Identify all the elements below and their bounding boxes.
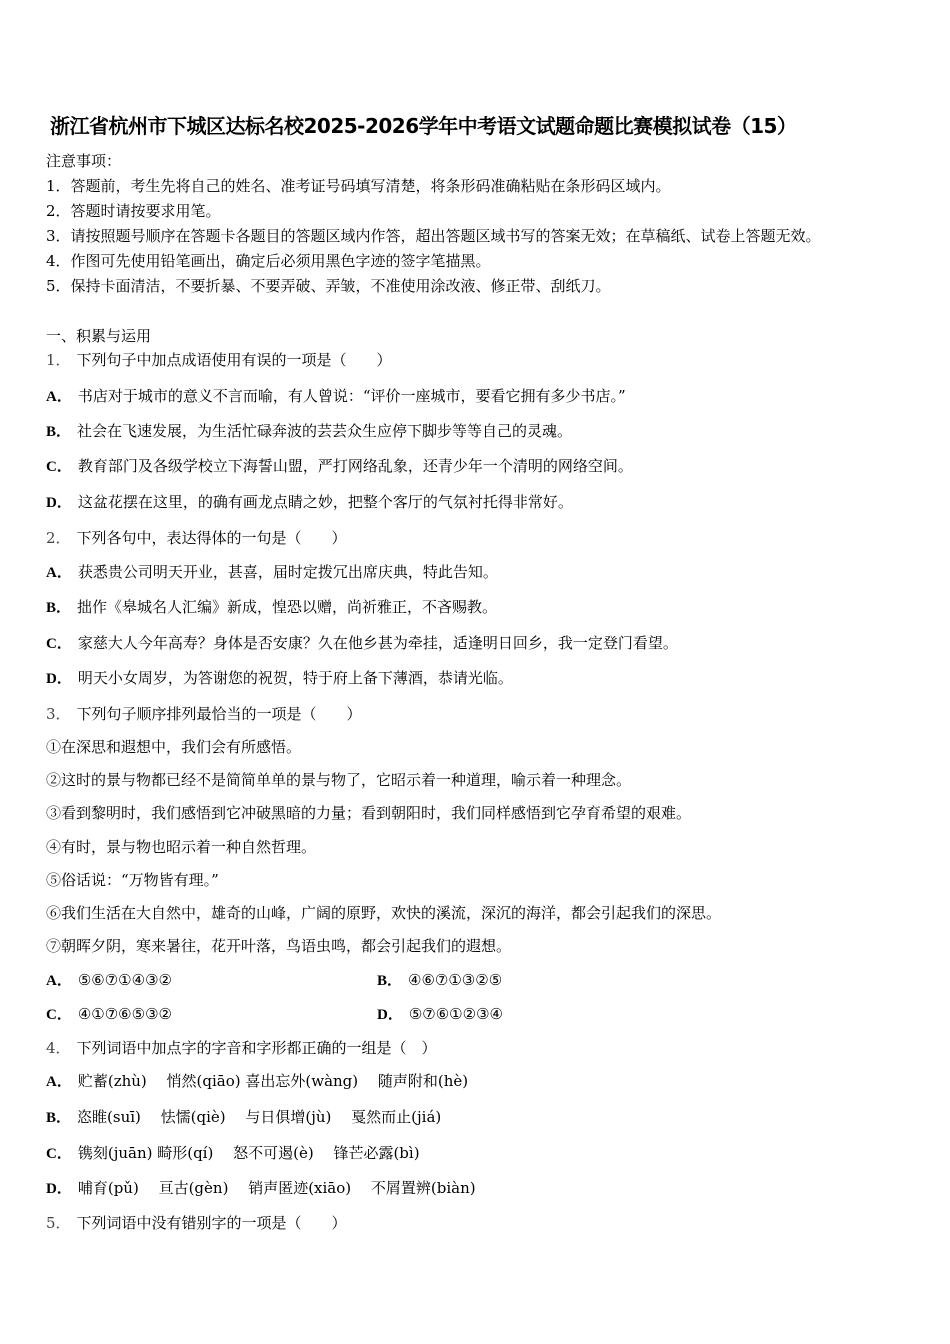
answer-option (46, 492, 573, 513)
answer-option (46, 1071, 468, 1092)
section-heading: 一、积累与运用 (46, 327, 152, 345)
option-letter: A． (46, 389, 72, 405)
sentence: ③看到黎明时，我们感悟到它冲破黑暗的力量；看到朝阳时，我们同样感悟到它孕育希望的艰难。 (46, 804, 692, 822)
option-text: ④①⑦⑥⑤③② (77, 1005, 172, 1023)
option-letter: C． (46, 1007, 72, 1023)
answer-option (46, 633, 678, 654)
option-letter: B． (377, 973, 403, 989)
sentence: ④有时，景与物也昭示着一种自然哲理。 (46, 838, 317, 856)
answer-option (46, 386, 626, 407)
notice-item: 5．保持卡面清洁，不要折暴、不要弄破、弄皱，不准使用涂改液、修正带、刮纸刀。 (46, 277, 611, 295)
answer-option (46, 1004, 172, 1025)
option-letter: B． (46, 1110, 72, 1126)
option-text: 书店对于城市的意义不言而喻，有人曾说：“评价一座城市，要看它拥有多少书店。” (77, 387, 626, 405)
question-text: 下列句子顺序排列最恰当的一项是（ ） (76, 705, 362, 723)
notice-heading: 注意事项： (46, 152, 122, 170)
answer-option (46, 421, 572, 442)
question-text: 下列词语中加点字的字音和字形都正确的一组是（ ） (76, 1039, 437, 1057)
option-text: 明天小女周岁，为答谢您的祝贺，特于府上备下薄酒，恭请光临。 (77, 669, 513, 687)
sentence: ⑥我们生活在大自然中，雄奇的山峰，广阔的原野，欢快的溪流，深沉的海洋，都会引起我们的深思。 (46, 904, 722, 922)
answer-option (46, 1107, 441, 1128)
question-stem (46, 1038, 437, 1058)
answer-option (46, 668, 513, 689)
page-title: 浙江省杭州市下城区达标名校2025-2026学年中考语文试题命题比赛模拟试卷（15） (50, 114, 797, 138)
notice-item: 2．答题时请按要求用笔。 (46, 202, 221, 220)
option-letter: A． (46, 973, 72, 989)
notice-item: 4．作图可先使用铅笔画出，确定后必须用黑色字迹的签字笔描黑。 (46, 252, 491, 270)
question-stem (46, 1213, 347, 1233)
option-text: 教育部门及各级学校立下海誓山盟，严打网络乱象，还青少年一个清明的网络空间。 (77, 457, 633, 475)
option-text: 社会在飞速发展，为生活忙碌奔波的芸芸众生应停下脚步等等自己的灵魂。 (77, 422, 573, 440)
option-letter: C． (46, 636, 72, 652)
notice-item: 1．答题前，考生先将自己的姓名、准考证号码填写清楚，将条形码准确粘贴在条形码区域内。 (46, 177, 671, 195)
notice-item: 3．请按照题号顺序在答题卡各题目的答题区域内作答，超出答题区域书写的答案无效；在草稿纸、试卷上答题无效。 (46, 227, 821, 245)
option-letter: A． (46, 1074, 72, 1090)
sentence: ①在深思和遐想中，我们会有所感悟。 (46, 738, 302, 756)
option-text: 镌刻(juān) 畸形(qí) 怒不可遏(è) 锋芒必露(bì) (77, 1144, 420, 1162)
option-letter: C． (46, 459, 72, 475)
answer-option (377, 970, 502, 991)
answer-option (46, 1143, 420, 1164)
sentence: ⑤俗话说：“万物皆有理。” (46, 871, 219, 889)
option-letter: B． (46, 424, 72, 440)
option-text: 拙作《皋城名人汇编》新成，惶恐以赠，尚祈雅正，不吝赐教。 (77, 598, 498, 616)
option-text: ⑤⑦⑥①②③④ (408, 1005, 503, 1023)
option-letter: D． (377, 1007, 403, 1023)
question-number: 1． (46, 351, 71, 369)
option-text: 获悉贵公司明天开业，甚喜，届时定拨冗出席庆典，特此告知。 (77, 563, 498, 581)
question-stem (46, 528, 347, 548)
answer-option (46, 1178, 476, 1199)
question-text: 下列句子中加点成语使用有误的一项是（ ） (76, 351, 392, 369)
option-text: 贮蓄(zhù) 悄然(qiāo) 喜出忘外(wàng) 随声附和(hè) (77, 1072, 469, 1090)
answer-option (377, 1004, 503, 1025)
option-letter: B． (46, 600, 72, 616)
sentence: ⑦朝晖夕阴，寒来暑往，花开叶落，鸟语虫鸣，都会引起我们的遐想。 (46, 937, 512, 955)
question-number: 4． (46, 1039, 71, 1057)
question-number: 3． (46, 705, 71, 723)
option-text: ④⑥⑦①③②⑤ (408, 971, 503, 989)
option-text: 哺育(pǔ) 亘古(gèn) 销声匿迹(xiāo) 不屑置辨(biàn) (77, 1179, 476, 1197)
question-number: 2． (46, 529, 71, 547)
answer-option (46, 597, 497, 618)
option-letter: D． (46, 495, 72, 511)
option-letter: D． (46, 1181, 72, 1197)
option-letter: D． (46, 671, 72, 687)
answer-option (46, 456, 633, 477)
question-text: 下列各句中，表达得体的一句是（ ） (76, 529, 347, 547)
answer-option (46, 562, 498, 583)
option-letter: C． (46, 1146, 72, 1162)
option-text: 家慈大人今年高寿？身体是否安康？久在他乡甚为牵挂，适逢明日回乡，我一定登门看望。 (77, 634, 678, 652)
question-number: 5． (46, 1214, 71, 1232)
answer-option (46, 970, 172, 991)
question-text: 下列词语中没有错别字的一项是（ ） (76, 1214, 347, 1232)
option-text: 这盆花摆在这里，的确有画龙点睛之妙，把整个客厅的气氛衬托得非常好。 (77, 493, 573, 511)
option-text: ⑤⑥⑦①④③② (77, 971, 172, 989)
sentence: ②这时的景与物都已经不是简简单单的景与物了，它昭示着一种道理，喻示着一种理念。 (46, 771, 632, 789)
option-letter: A． (46, 565, 72, 581)
option-text: 恣睢(suī) 怯懦(qiè) 与日俱增(jù) 戛然而止(jiá) (77, 1108, 442, 1126)
question-stem (46, 704, 362, 724)
question-stem (46, 350, 392, 370)
